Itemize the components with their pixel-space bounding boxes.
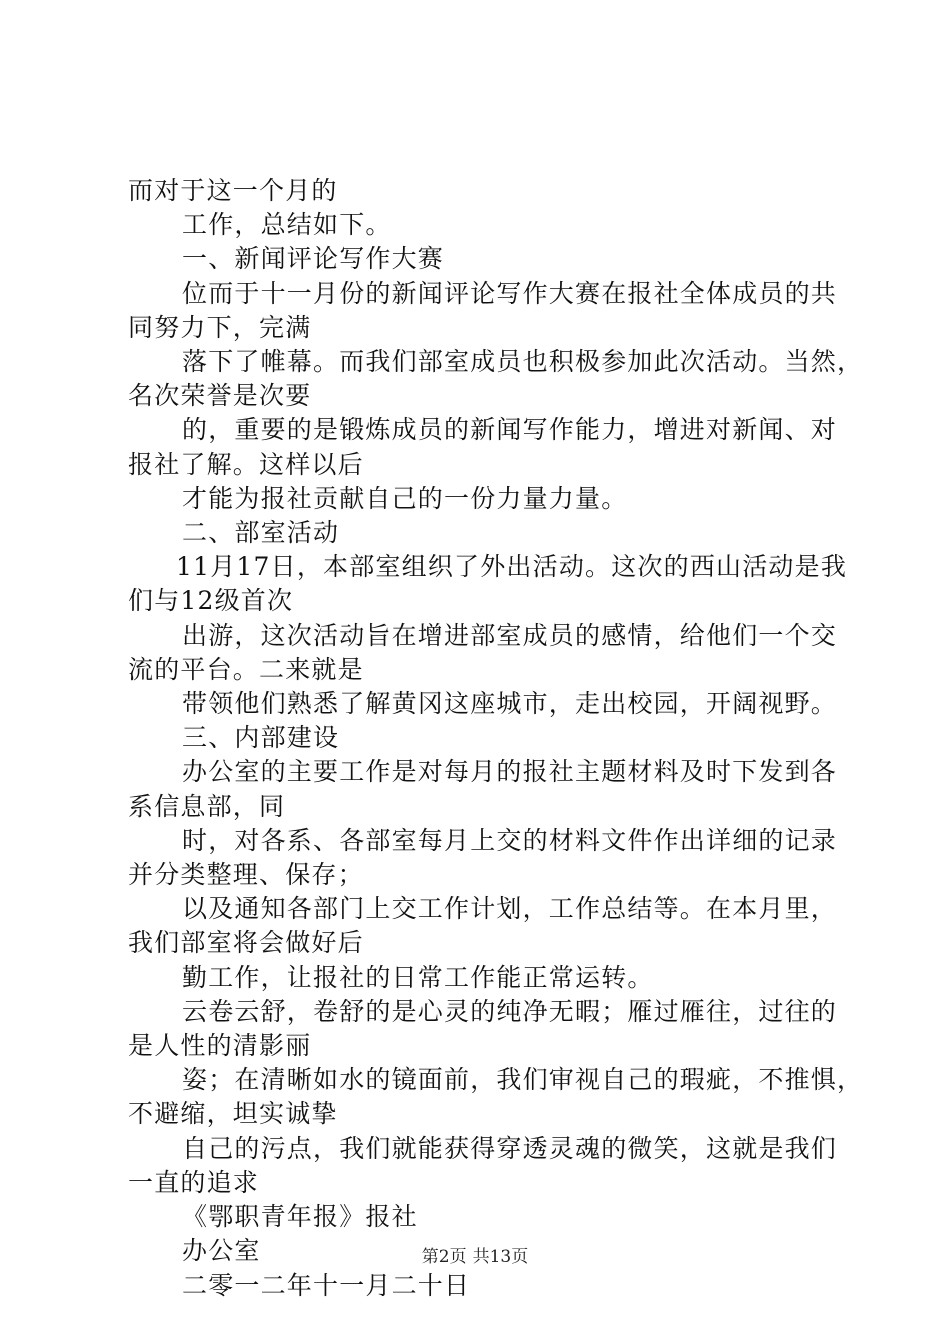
text-line: 流的平台。二来就是	[128, 654, 364, 684]
text-line: 报社了解。这样以后	[128, 449, 364, 479]
signature-organization: 《鄂职青年报》报社	[182, 1202, 418, 1232]
document-body	[128, 174, 864, 1303]
text-line: 系信息部，同	[128, 791, 286, 821]
text-line: 姿；在清晰如水的镜面前，我们审视自己的瑕疵，不推惧，	[182, 1065, 864, 1095]
text-line: 是人性的清影丽	[128, 1031, 312, 1061]
section-heading: 三、内部建设	[182, 723, 340, 753]
text-line: 时，对各系、各部室每月上交的材料文件作出详细的记录	[182, 825, 838, 855]
text-line: 落下了帷幕。而我们部室成员也积极参加此次活动。当然，	[182, 347, 864, 377]
text-line: 并分类整理、保存；	[128, 860, 364, 890]
section-heading: 一、新闻评论写作大赛	[182, 244, 445, 274]
text-line: 才能为报社贡献自己的一份力量力量。	[182, 483, 628, 513]
text-line: 办公室的主要工作是对每月的报社主题材料及时下发到各	[182, 757, 838, 787]
page-total: 共13页	[472, 1247, 529, 1267]
text-line: 以及通知各部门上交工作计划，工作总结等。在本月里，	[182, 894, 838, 924]
text-line: 们与12级首次	[128, 586, 294, 616]
signature-department: 办公室	[182, 1236, 261, 1266]
text-line: 11月17日，本部室组织了外出活动。这次的西山活动是我	[176, 552, 848, 582]
page-number: 第2页	[421, 1247, 467, 1267]
signature-date: 二零一二年十一月二十日	[182, 1270, 471, 1300]
text-line: 勤工作，让报社的日常工作能正常运转。	[182, 962, 654, 992]
page-footer	[0, 1242, 950, 1267]
text-line: 云卷云舒，卷舒的是心灵的纯净无暇；雁过雁往，过往的	[182, 996, 838, 1026]
text-line: 带领他们熟悉了解黄冈这座城市，走出校园，开阔视野。	[182, 689, 838, 719]
text-line: 我们部室将会做好后	[128, 928, 364, 958]
section-heading: 二、部室活动	[182, 518, 340, 548]
text-line: 一直的追求	[128, 1167, 260, 1197]
text-line: 位而于十一月份的新闻评论写作大赛在报社全体成员的共	[182, 278, 838, 308]
text-line: 工作，总结如下。	[182, 210, 392, 240]
text-line: 不避缩，坦实诚挚	[128, 1099, 338, 1129]
text-line: 自己的污点，我们就能获得穿透灵魂的微笑，这就是我们	[182, 1133, 838, 1163]
text-line: 而对于这一个月的	[128, 176, 338, 205]
text-line: 的，重要的是锻炼成员的新闻写作能力，增进对新闻、对	[182, 415, 838, 445]
text-line: 同努力下，完满	[128, 312, 312, 342]
text-line: 出游，这次活动旨在增进部室成员的感情，给他们一个交	[182, 620, 838, 650]
text-line: 名次荣誉是次要	[128, 381, 312, 411]
